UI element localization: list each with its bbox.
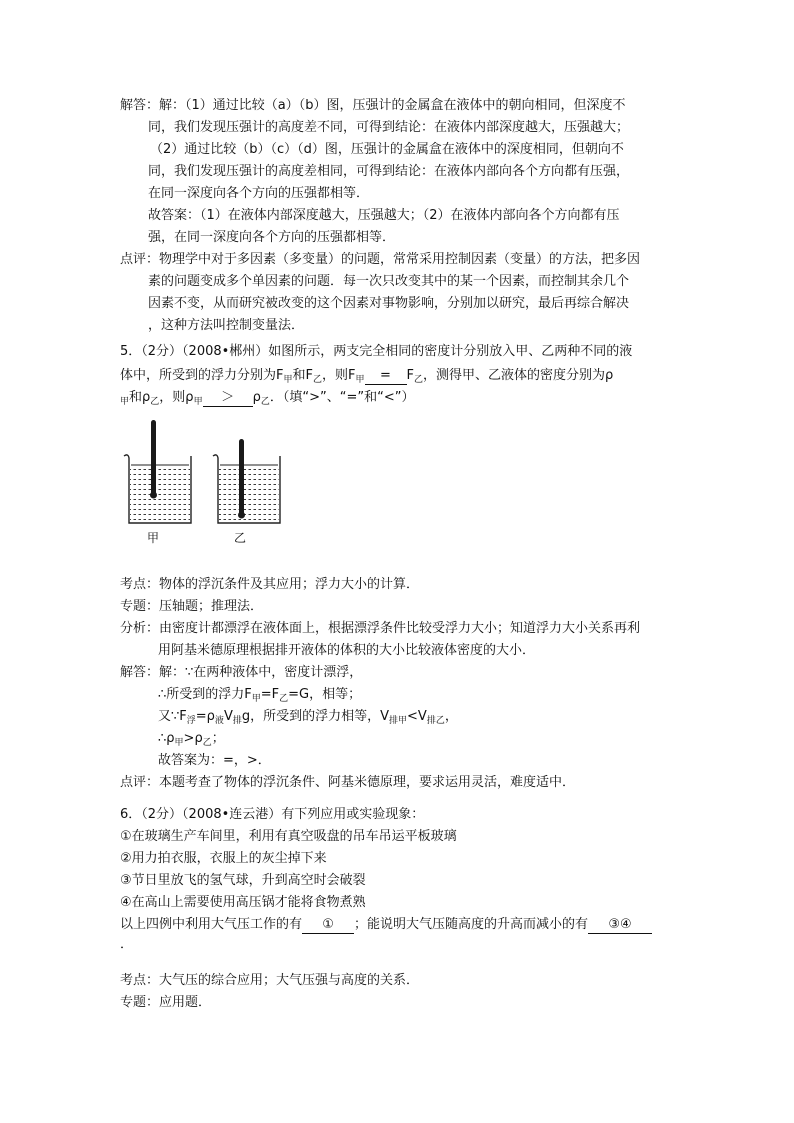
q5-answer-blank-1: =	[365, 368, 407, 385]
q6-question: 以上四例中利用大气压工作的有 ① ；能说明大气压随高度的升高而减小的有 ③④	[120, 915, 652, 935]
beaker-jia	[124, 420, 191, 523]
s1-line: 同，我们发现压强计的高度差相同，可得到结论：在液体内部向各个方向都有压强，	[148, 164, 630, 179]
s1-line: 强，在同一深度向各个方向的压强都相等．	[148, 230, 396, 245]
s1-comment: 素的问题变成多个单因素的问题．每一次只改变其中的某一个因素，而控制其余几个	[148, 274, 630, 289]
q6-answer-blank-1: ①	[302, 917, 354, 934]
q6-item: ②用力拍衣服，衣服上的灰尘掉下来	[120, 851, 327, 866]
q5-fenxi: 分析：由密度计都漂浮在液体面上，根据漂浮条件比较受浮力大小；知道浮力大小关系再利	[120, 621, 641, 636]
q6-item: ①在玻璃生产车间里，利用有真空吸盘的吊车吊运平板玻璃	[120, 829, 457, 844]
q5-jieda: 解答：解：∵在两种液体中，密度计漂浮，	[120, 665, 363, 680]
q6-end: ．	[120, 937, 134, 952]
q5-answer: 故答案为：=，>．	[158, 753, 271, 768]
q5-kaodian: 考点：物体的浮沉条件及其应用；浮力大小的计算．	[120, 577, 420, 592]
s1-comment: ，这种方法叫控制变量法．	[148, 318, 305, 333]
s1-line: 在同一深度向各个方向的压强都相等．	[148, 186, 370, 201]
q6-item: ④在高山上需要使用高压锅才能将食物煮熟	[120, 895, 366, 910]
q5-jieda-line2: ∴所受到的浮力$F_甲=F_乙=G$，相等；	[158, 687, 362, 704]
q6-answer-blank-2: ③④	[588, 917, 652, 934]
s1-line: 故答案：（1）在液体内部深度越大，压强越大；（2）在液体内部向各个方向都有压	[148, 208, 620, 223]
q5-answer-blank-2: ＞	[203, 390, 253, 407]
s1-comment: 因素不变，从而研究被改变的这个因素对事物影响，分别加以研究，最后再综合解决	[148, 296, 630, 311]
s1-line: 解答：解：（1）通过比较（a）（b）图，压强计的金属盒在液体中的朝向相同，但深度不	[120, 98, 626, 113]
label-yi: 乙	[234, 531, 247, 545]
q5-zhuanti: 专题：压轴题；推理法．	[120, 599, 264, 614]
q5-jieda-line4: $\therefore\rho_甲>\rho_乙$；	[158, 731, 225, 748]
q5-jieda-line3: 又$\because F_浮=\rho_液V_排g$，所受到的浮力相等，$V_{排甲}<V_{排乙}$，	[158, 709, 458, 726]
hydrometer-yi	[239, 439, 244, 516]
q6-stem: 6．（2分）（2008•连云港）有下列应用或实验现象：	[120, 807, 425, 822]
q5-stem-line2: 体中，所受到的浮力分别为$F_甲$和$F_乙$，则$F_甲 = F_乙$，测得甲、乙液体的密度分别为ρ	[120, 368, 614, 385]
q5-fenxi: 用阿基米德原理根据排开液体的体积的大小比较液体密度的大小．	[158, 643, 536, 658]
q5-stem-line1: 5．（2分）（2008•郴州）如图所示，两支完全相同的密度计分别放入甲、乙两种不同的液	[120, 344, 633, 359]
s1-line: （2）通过比较（b）（c）（d）图，压强计的金属盒在液体中的深度相同，但朝向不	[150, 142, 624, 157]
q6-zhuanti: 专题：应用题．	[120, 995, 212, 1010]
q6-item: ③节日里放飞的氢气球，升到高空时会破裂	[120, 873, 366, 888]
q6-kaodian: 考点：大气压的综合应用；大气压强与高度的关系．	[120, 973, 420, 988]
s1-line: 同，我们发现压强计的高度差不同，可得到结论：在液体内部深度越大，压强越大；	[148, 120, 630, 135]
beaker-yi	[213, 439, 280, 523]
q5-stem-line3: $_甲$和$\rho_乙$，则$\rho_甲 > \rho_乙$．（填“>”、“=”和“<”）	[120, 390, 415, 407]
hydrometer-jia	[151, 420, 156, 496]
s1-comment: 点评：物理学中对于多因素（多变量）的问题，常常采用控制因素（变量）的方法，把多因	[120, 252, 641, 267]
beakers-figure	[118, 412, 288, 542]
label-jia: 甲	[147, 531, 160, 545]
q5-dianping: 点评：本题考查了物体的浮沉条件、阿基米德原理，要求运用灵活，难度适中．	[120, 775, 576, 790]
